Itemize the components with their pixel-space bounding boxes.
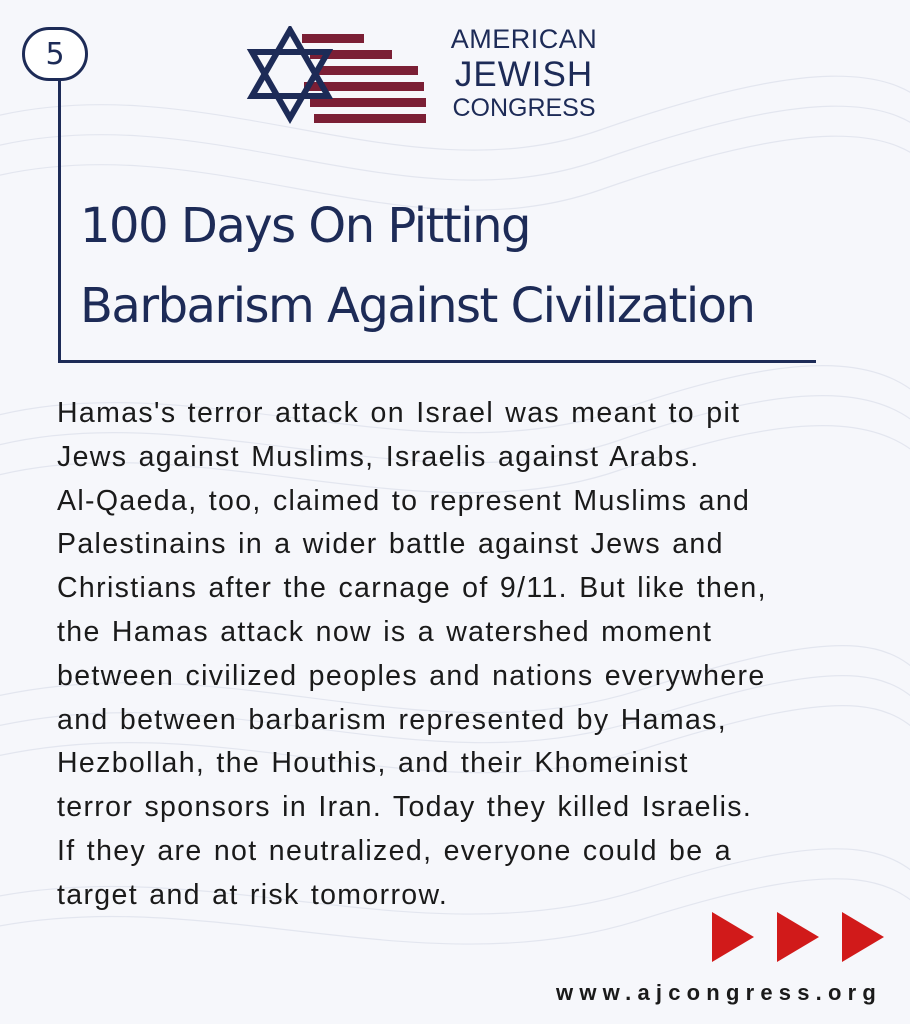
logo-line-american: AMERICAN	[450, 24, 598, 54]
title-line-1: 100 Days On Pitting	[80, 198, 530, 254]
website-link[interactable]: www.ajcongress.org	[556, 980, 882, 1005]
body-paragraph: Hamas's terror attack on Israel was meant to pit Jews against Muslims, Israelis against Arabs. Al-Qaeda, too, claimed to represent Muslims and Palestinains in a wider battle against Jews and Christians after the carnage of 9/11. But like then, the Hamas attack now is a watershed moment between civilized peoples and nations everywhere and between barbarism represented by Hamas, Hezbollah, the Houthis, and their Khomeinist terror sponsors in Iran. Today they killed Israelis. If they are not neutralized, everyone could be a target and at risk tomorrow.	[57, 397, 767, 911]
next-slide-arrows[interactable]	[712, 912, 884, 962]
frame-line-vertical	[58, 81, 61, 363]
play-arrow-icon	[842, 912, 884, 962]
logo-line-jewish: JEWISH	[454, 55, 594, 94]
page-title	[80, 186, 890, 346]
logo-line-congress: CONGRESS	[452, 94, 596, 122]
title-line-2: Barbarism Against Civilization	[80, 278, 755, 334]
organization-logo	[244, 26, 604, 130]
play-arrow-icon	[712, 912, 754, 962]
frame-line-horizontal	[58, 360, 816, 363]
slide-number-badge: 5	[22, 27, 88, 81]
logo-wordmark	[444, 26, 604, 121]
logo-mark	[244, 26, 434, 130]
play-arrow-icon	[777, 912, 819, 962]
